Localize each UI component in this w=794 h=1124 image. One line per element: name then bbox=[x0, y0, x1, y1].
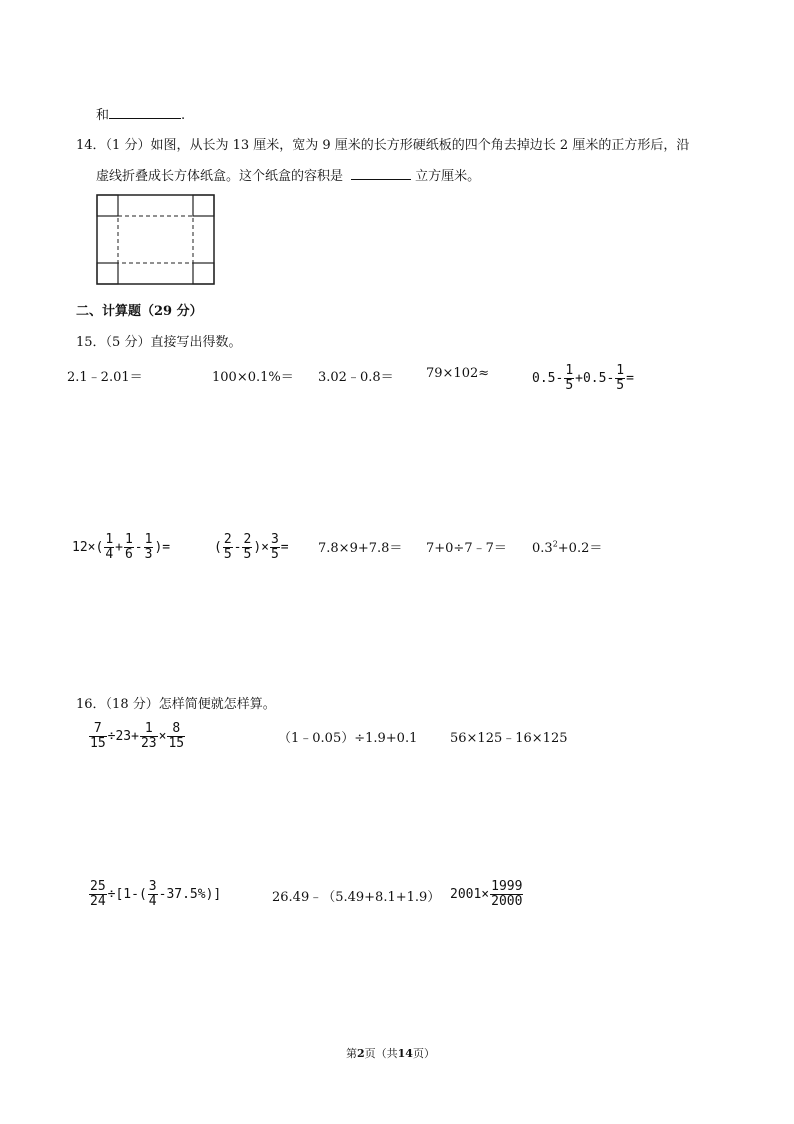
fraction bbox=[270, 533, 280, 562]
expr-text: - bbox=[134, 540, 143, 555]
corner-square bbox=[97, 263, 118, 284]
numerator: 8 bbox=[172, 721, 181, 736]
expr-text: ÷[1-( bbox=[107, 887, 147, 902]
numerator: 1 bbox=[565, 363, 574, 378]
denominator: 23 bbox=[140, 736, 157, 751]
fraction bbox=[490, 880, 523, 909]
denominator: 5 bbox=[565, 378, 574, 393]
numerator: 25 bbox=[90, 879, 106, 894]
corner-square bbox=[193, 195, 214, 216]
fraction bbox=[148, 880, 158, 909]
q16-expr bbox=[88, 722, 186, 751]
q16-expr: （1﹣0.05）÷1.9+0.1 bbox=[278, 731, 418, 746]
numerator: 3 bbox=[148, 879, 157, 894]
denominator: 4 bbox=[105, 547, 114, 562]
denominator: 2000 bbox=[491, 894, 523, 909]
q14-line1: 14．（1 分）如图，从长为 13 厘米，宽为 9 厘米的长方形硬纸板的四个角去掉边长 2 厘米的正方形后，沿 bbox=[76, 138, 690, 153]
expr-text: 0.3 bbox=[532, 541, 553, 556]
q14-line2-unit: 立方厘米。 bbox=[415, 169, 481, 184]
q15-expr bbox=[72, 533, 170, 562]
q14-line2-text: 虚线折叠成长方体纸盒。这个纸盒的容积是 bbox=[96, 169, 344, 184]
page-footer bbox=[346, 1045, 435, 1061]
fraction bbox=[242, 533, 252, 562]
q16-expr: 56×125﹣16×125 bbox=[450, 731, 568, 746]
q15-expr: 79×102≈ bbox=[426, 366, 490, 381]
expr-text: - bbox=[233, 540, 242, 555]
corner-square bbox=[193, 263, 214, 284]
numerator: 1 bbox=[124, 532, 133, 547]
expr-text: = bbox=[280, 540, 289, 555]
footer-text: 页（共 bbox=[364, 1047, 398, 1060]
fraction bbox=[144, 533, 154, 562]
fraction bbox=[223, 533, 233, 562]
expr-text: -37.5%)] bbox=[158, 887, 222, 902]
numerator: 7 bbox=[93, 721, 102, 736]
q15-expr: 7.8×9+7.8＝ bbox=[318, 541, 403, 556]
q15-expr bbox=[532, 537, 602, 556]
expr-text: )= bbox=[154, 540, 171, 555]
q14-line2 bbox=[96, 165, 480, 184]
q15-expr: 3.02﹣0.8＝ bbox=[318, 370, 394, 385]
fraction bbox=[89, 880, 107, 909]
expr-text: 0.5- bbox=[532, 371, 564, 386]
expr-text: 12×( bbox=[72, 540, 104, 555]
q13-tail-text: 和 bbox=[96, 108, 110, 123]
expr-text: × bbox=[158, 729, 167, 744]
numerator: 1999 bbox=[491, 879, 523, 894]
numerator: 1 bbox=[144, 532, 153, 547]
q13-tail-end: . bbox=[181, 108, 186, 123]
expr-text: +0.5- bbox=[575, 371, 615, 386]
expr-text: 2001× bbox=[450, 887, 490, 902]
denominator: 5 bbox=[616, 378, 625, 393]
denominator: 6 bbox=[124, 547, 133, 562]
footer-text: 页） bbox=[412, 1047, 435, 1060]
denominator: 5 bbox=[243, 547, 252, 562]
expr-text: ÷23+ bbox=[107, 729, 139, 744]
exponent: 2 bbox=[552, 539, 558, 549]
numerator: 2 bbox=[223, 532, 232, 547]
expr-text: = bbox=[626, 371, 634, 386]
numerator: 1 bbox=[105, 532, 114, 547]
expr-text: ( bbox=[214, 540, 222, 555]
q15-expr bbox=[214, 533, 289, 562]
q13-tail bbox=[96, 104, 185, 123]
page-number: 2 bbox=[357, 1047, 365, 1060]
numerator: 2 bbox=[243, 532, 252, 547]
numerator: 1 bbox=[616, 363, 625, 378]
q15-expr: 2.1﹣2.01＝ bbox=[67, 370, 143, 385]
denominator: 5 bbox=[270, 547, 279, 562]
numerator: 3 bbox=[270, 532, 279, 547]
numerator: 1 bbox=[144, 721, 153, 736]
fraction bbox=[615, 364, 625, 393]
section-title: 二、计算题（29 分） bbox=[76, 304, 203, 319]
q16-expr: 26.49﹣（5.49+8.1+1.9） bbox=[272, 890, 441, 905]
fraction bbox=[140, 722, 158, 751]
fraction bbox=[104, 533, 114, 562]
answer-blank[interactable] bbox=[351, 167, 411, 180]
q16-expr bbox=[88, 880, 221, 909]
q15-expr: 100×0.1%＝ bbox=[212, 370, 294, 385]
fraction bbox=[167, 722, 185, 751]
fraction bbox=[124, 533, 134, 562]
denominator: 5 bbox=[223, 547, 232, 562]
expr-text: + bbox=[115, 540, 123, 555]
expr-text: )× bbox=[253, 540, 269, 555]
answer-blank[interactable] bbox=[109, 106, 181, 119]
fraction bbox=[89, 722, 107, 751]
q16-expr bbox=[450, 880, 524, 909]
denominator: 3 bbox=[144, 547, 153, 562]
fraction bbox=[564, 364, 574, 393]
q15-expr: 7+0÷7﹣7＝ bbox=[426, 541, 507, 556]
denominator: 4 bbox=[148, 894, 157, 909]
denominator: 24 bbox=[90, 894, 106, 909]
fold-line bbox=[118, 216, 193, 263]
corner-square bbox=[97, 195, 118, 216]
cardboard-box-figure bbox=[96, 194, 216, 286]
q16-title: 16．（18 分）怎样简便就怎样算。 bbox=[76, 697, 276, 712]
q15-expr bbox=[532, 364, 634, 393]
denominator: 15 bbox=[90, 736, 106, 751]
footer-text: 第 bbox=[346, 1047, 357, 1060]
cardboard-outline bbox=[97, 195, 214, 284]
page-total: 14 bbox=[397, 1047, 413, 1060]
denominator: 15 bbox=[168, 736, 185, 751]
q15-title: 15．（5 分）直接写出得数。 bbox=[76, 335, 242, 350]
expr-text: +0.2＝ bbox=[557, 541, 603, 556]
